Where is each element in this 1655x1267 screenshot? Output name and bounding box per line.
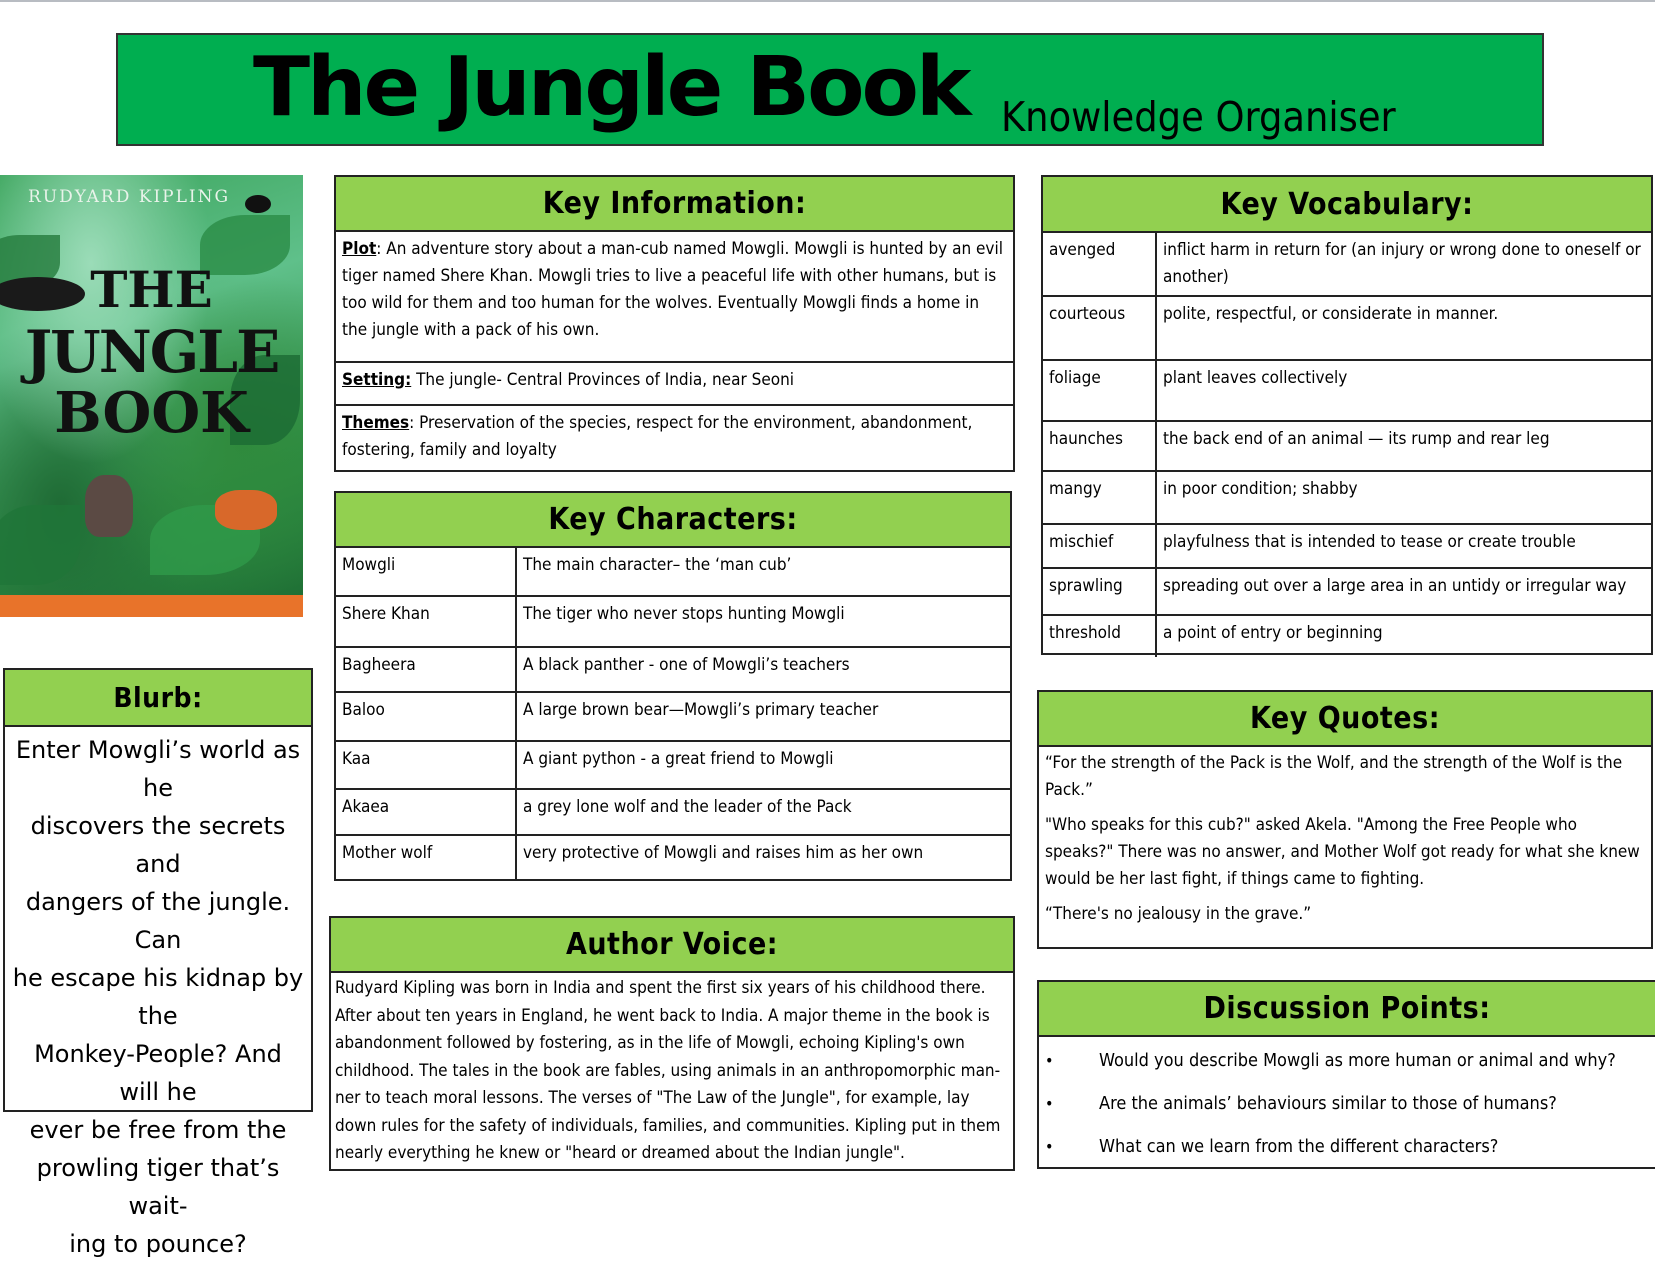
blurb-line: discovers the secrets and: [30, 812, 286, 878]
character-name: Kaa: [336, 742, 517, 788]
character-name: Baloo: [336, 693, 517, 740]
key-vocabulary-heading: Key Vocabulary:: [1043, 177, 1651, 233]
vocab-definition: in poor condition; shabby: [1163, 479, 1358, 499]
toucan-illustration: [245, 195, 271, 213]
character-row: [336, 742, 1010, 790]
blurb-line: ing to pounce?: [69, 1230, 247, 1258]
character-row: [336, 548, 1010, 597]
discussion-list: [1039, 1037, 1655, 1168]
themes-cell: [336, 406, 1013, 470]
blurb-box: [3, 668, 313, 1258]
vocab-definition: inflict harm in return for (an injury or wrong done to oneself or another): [1163, 240, 1641, 287]
vocab-definition: the back end of an animal — its rump and rear leg: [1163, 429, 1550, 449]
cover-publisher-strip: [0, 595, 303, 617]
character-description: A giant python - a great friend to Mowgli: [523, 749, 834, 769]
discussion-points-heading: Discussion Points:: [1039, 982, 1655, 1037]
themes-label: Themes: [342, 413, 410, 433]
character-description: a grey lone wolf and the leader of the Pack: [523, 797, 852, 817]
character-description: The tiger who never stops hunting Mowgli: [523, 604, 845, 624]
key-quotes-heading: Key Quotes:: [1039, 692, 1651, 747]
vocab-definition: playfulness that is intended to tease or create trouble: [1163, 532, 1576, 552]
setting-text: The jungle- Central Provinces of India, near Seoni: [411, 370, 795, 390]
bullet-icon: •: [1045, 1051, 1054, 1070]
plot-cell: [336, 232, 1013, 361]
vocab-definition: plant leaves collectively: [1163, 368, 1348, 388]
vocab-word: sprawling: [1043, 569, 1157, 614]
cover-author: RUDYARD KIPLING: [28, 187, 231, 207]
quote-item: “For the strength of the Pack is the Wolf, and the strength of the Wolf is the Pack.”: [1045, 753, 1623, 800]
setting-cell: [336, 363, 1013, 404]
cover-title-line: THE: [90, 260, 213, 319]
vocab-word: avenged: [1043, 233, 1157, 295]
themes-row: [336, 406, 1013, 470]
blurb-heading: Blurb:: [5, 670, 311, 727]
vocab-row: [1043, 569, 1651, 616]
vocab-word: courteous: [1043, 297, 1157, 359]
cover-title-line: BOOK: [54, 380, 249, 446]
setting-label: Setting:: [342, 370, 412, 390]
bear-illustration: [85, 475, 133, 537]
character-name: Akaea: [336, 790, 517, 834]
vocab-row: [1043, 472, 1651, 525]
blurb-line: ever be free from the: [29, 1116, 287, 1144]
vocab-definition: spreading out over a large area in an untidy or irregular way: [1163, 576, 1627, 596]
character-row: [336, 790, 1010, 836]
themes-text: : Preservation of the species, respect for the environment, abandonment, fostering, family and loyalty: [342, 413, 973, 460]
vocab-word: threshold: [1043, 616, 1157, 657]
vocab-row: [1043, 422, 1651, 472]
key-vocabulary-box: [1041, 175, 1653, 655]
key-quotes-box: [1037, 690, 1653, 949]
title-banner: [116, 33, 1544, 146]
vocab-word: mangy: [1043, 472, 1157, 523]
discussion-text: Would you describe Mowgli as more human or animal and why?: [1099, 1050, 1616, 1071]
character-name: Bagheera: [336, 648, 517, 691]
discussion-text: What can we learn from the different characters?: [1099, 1136, 1499, 1157]
character-description: The main character– the ‘man cub’: [523, 555, 792, 575]
discussion-item: [1039, 1125, 1655, 1168]
vocab-row: [1043, 233, 1651, 297]
key-characters-box: [334, 491, 1012, 881]
discussion-item: [1039, 1039, 1655, 1082]
author-voice-box: [329, 916, 1015, 1171]
vocab-definition: a point of entry or beginning: [1163, 623, 1383, 643]
discussion-points-box: [1037, 980, 1655, 1169]
blurb-line: prowling tiger that’s wait-: [36, 1154, 280, 1220]
vocab-definition: polite, respectful, or considerate in manner.: [1163, 304, 1499, 324]
plot-label: Plot: [342, 239, 377, 259]
character-description: very protective of Mowgli and raises him as her own: [523, 843, 924, 863]
book-cover-image: [0, 175, 303, 617]
bullet-icon: •: [1045, 1137, 1054, 1156]
page-top-rule: [0, 0, 1655, 2]
vocab-row: [1043, 525, 1651, 569]
character-row: [336, 597, 1010, 648]
page-subtitle: Knowledge Organiser: [1001, 93, 1396, 141]
vocab-row: [1043, 616, 1651, 657]
character-name: Shere Khan: [336, 597, 517, 646]
cover-title-line: JUNGLE: [24, 318, 279, 386]
character-description: A large brown bear—Mowgli’s primary teacher: [523, 700, 879, 720]
plot-text: : An adventure story about a man-cub named Mowgli. Mowgli is hunted by an evil tiger named Shere Khan. Mowgli tries to live a peaceful life with other humans, but is too wild for them and too human for the wolves. Eventually Mowgli finds a home in the jungle with a pack of his own.: [342, 239, 1003, 340]
plot-row: [336, 232, 1013, 363]
character-row: [336, 693, 1010, 742]
author-voice-heading: Author Voice:: [331, 918, 1013, 973]
vocab-word: haunches: [1043, 422, 1157, 470]
blurb-line: he escape his kidnap by the: [12, 964, 304, 1030]
vocab-word: foliage: [1043, 361, 1157, 420]
quote-item: "Who speaks for this cub?" asked Akela. "Among the Free People who speaks?" There was no answer, and Mother Wolf got ready for what she knew would be her last fight, if things came to fighting.: [1045, 815, 1640, 889]
vocab-row: [1043, 361, 1651, 422]
character-name: Mother wolf: [336, 836, 517, 879]
quote-item: “There's no jealousy in the grave.”: [1045, 904, 1312, 924]
tiger-illustration: [215, 490, 277, 530]
key-information-box: [334, 175, 1015, 472]
vocab-row: [1043, 297, 1651, 361]
key-information-heading: Key Information:: [336, 177, 1013, 232]
vocab-word: mischief: [1043, 525, 1157, 567]
discussion-text: Are the animals’ behaviours similar to those of humans?: [1099, 1093, 1557, 1114]
character-row: [336, 648, 1010, 693]
character-name: Mowgli: [336, 548, 517, 595]
setting-row: [336, 363, 1013, 406]
blurb-text: [5, 727, 311, 1267]
character-description: A black panther - one of Mowgli’s teachers: [523, 655, 850, 675]
page-title: The Jungle Book: [253, 40, 969, 135]
blurb-line: Enter Mowgli’s world as he: [15, 736, 301, 802]
blurb-line: Monkey-People? And will he: [34, 1040, 282, 1106]
leaf-decoration: [0, 505, 80, 585]
blurb-line: dangers of the jungle. Can: [25, 888, 291, 954]
author-voice-text: Rudyard Kipling was born in India and spent the first six years of his childhood there. After about ten years in England, he went back to India. A major theme in the book is abandonment followed by fostering, as in the life of Mowgli, echoing Kipling's own childhood. The tales in the book are fables, using animals in an anthropomorphic man-ner to teach moral lessons. The verses of "The Law of the Jungle", for example, lay down rules for the safety of individuals, families, and communities. Kipling put in them nearly everything he knew or "heard or dreamed about the Indian jungle".: [335, 978, 1001, 1163]
character-row: [336, 836, 1010, 879]
discussion-item: [1039, 1082, 1655, 1125]
bullet-icon: •: [1045, 1094, 1054, 1113]
key-characters-heading: Key Characters:: [336, 493, 1010, 548]
